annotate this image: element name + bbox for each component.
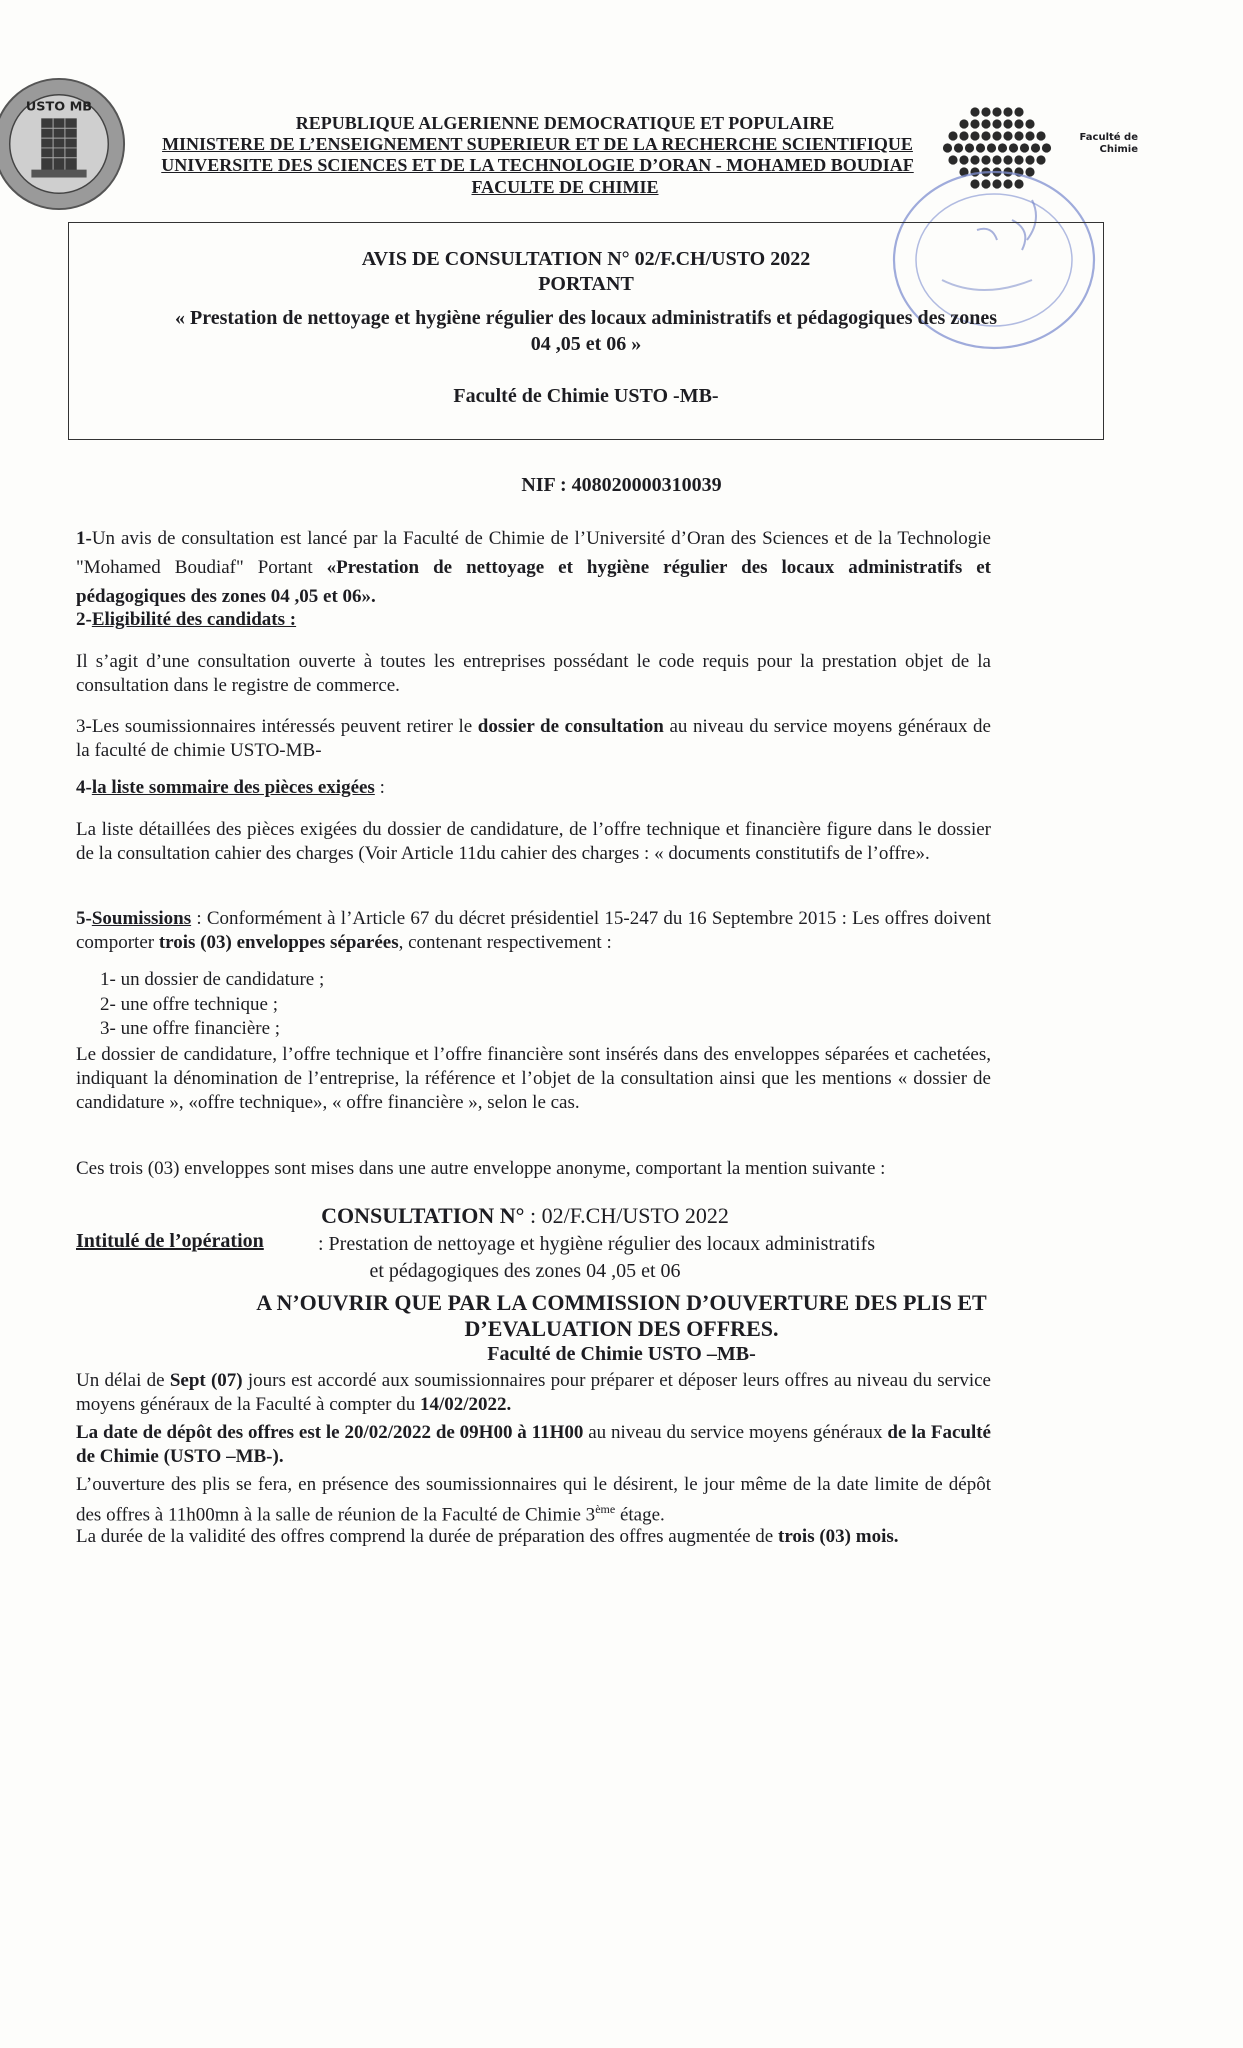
logo-dot xyxy=(1031,143,1040,152)
operation-text-line2: et pédagogiques des zones 04 ,05 et 06 xyxy=(369,1260,681,1282)
header-ministry: MINISTERE DE L’ENSEIGNEMENT SUPERIEUR ET DE LA RECHERCHE SCIENTIFIQUE xyxy=(162,134,913,154)
section-2-text: Il s’agit d’une consultation ouverte à toutes les entreprises possédant le code requis pour la prestation objet de la consultation dans le registre de commerce. xyxy=(76,651,991,696)
consultation-number: CONSULTATION N° : 02/F.CH/USTO 2022 xyxy=(321,1203,729,1228)
section-4-heading: 4-la liste sommaire des pièces exigées : xyxy=(76,777,385,798)
list-item: 2- une offre technique ; xyxy=(100,994,278,1015)
logo-dot xyxy=(954,143,963,152)
header-university: UNIVERSITE DES SCIENCES ET DE LA TECHNOLOGIE D’ORAN - MOHAMED BOUDIAF xyxy=(161,155,914,175)
logo-dot xyxy=(1009,143,1018,152)
logo-dot xyxy=(1003,107,1012,116)
logo-dot xyxy=(943,143,952,152)
notice-subject-line1: « Prestation de nettoyage et hygiène régulier des locaux administratifs et pédagogiques des zones xyxy=(175,307,997,329)
logo-dot xyxy=(987,143,996,152)
section-5-envelopes: Le dossier de candidature, l’offre technique et l’offre financière sont insérés dans des enveloppes séparées et cachetées, indiquant la dénomination de l’entreprise, la référence et l’objet de la consultation ainsi que les mentions « dossier de candidature », «offre technique», « offre financière », selon le cas. xyxy=(76,1044,991,1113)
logo-dot xyxy=(1036,131,1045,140)
logo-dot xyxy=(1025,131,1034,140)
section-1: 1-Un avis de consultation est lancé par la Faculté de Chimie de l’Université d’Oran des Sciences et de la Technologie "Mohamed Boudiaf" Portant «Prestation de nettoyage et hygiène régulier des locaux administratifs et pédagogiques des zones 04 ,05 et 06». xyxy=(76,528,991,607)
logo-dot xyxy=(976,143,985,152)
section-3: 3-Les soumissionnaires intéressés peuvent retirer le dossier de consultation au niveau du service moyens généraux de la faculté de chimie USTO-MB- xyxy=(76,716,991,761)
operation-label: Intitulé de l’opération xyxy=(76,1230,264,1252)
logo-dot xyxy=(1014,119,1023,128)
university-logo xyxy=(0,75,128,213)
logo-dot xyxy=(981,131,990,140)
logo-dot xyxy=(1014,107,1023,116)
logo-dot xyxy=(1020,143,1029,152)
operation-text-line1: : Prestation de nettoyage et hygiène régulier des locaux administratifs xyxy=(318,1233,876,1255)
logo-dot xyxy=(1014,131,1023,140)
svg-text:USTO MB: USTO MB xyxy=(25,99,93,115)
logo-dot xyxy=(1003,131,1012,140)
faculty-logo-text: Faculté de Chimie xyxy=(1079,132,1138,155)
section-5-intro: 5-Soumissions : Conformément à l’Article 67 du décret présidentiel 15-247 du 16 Septembre 2015 : Les offres doivent comporter trois (03) enveloppes séparées, contenant respectivement : xyxy=(76,908,991,953)
deadline-paragraph: Un délai de Sept (07) jours est accordé aux soumissionnaires pour préparer et déposer leurs offres au niveau du service moyens généraux de la Faculté à compter du 14/02/2022. xyxy=(76,1370,991,1415)
section-5-mention: Ces trois (03) enveloppes sont mises dans une autre enveloppe anonyme, comportant la mention suivante : xyxy=(76,1158,886,1179)
header-republic: REPUBLIQUE ALGERIENNE DEMOCRATIQUE ET POPULAIRE xyxy=(295,113,835,133)
logo-dot xyxy=(1025,119,1034,128)
logo-dot xyxy=(981,119,990,128)
list-item: 1- un dossier de candidature ; xyxy=(100,969,325,990)
section-4-text: La liste détaillées des pièces exigées du dossier de candidature, de l’offre technique et financière figure dans le dossier de la consultation cahier des charges (Voir Article 11du cahier des charges : « documents constitutifs de l’offre». xyxy=(76,819,991,864)
logo-dot xyxy=(1003,119,1012,128)
section-2-heading: 2-Eligibilité des candidats : xyxy=(76,609,297,630)
deposit-paragraph: La date de dépôt des offres est le 20/02/2022 de 09H00 à 11H00 au niveau du service moyens généraux de la Faculté de Chimie (USTO –MB-). xyxy=(76,1422,991,1467)
notice-subject-line2: 04 ,05 et 06 » xyxy=(530,333,642,355)
notice-portant: PORTANT xyxy=(538,273,634,295)
opening-notice-line2: D’EVALUATION DES OFFRES. xyxy=(464,1316,779,1341)
logo-dot xyxy=(992,107,1001,116)
logo-dot xyxy=(1042,143,1051,152)
logo-dot xyxy=(992,119,1001,128)
header-faculty: FACULTE DE CHIMIE xyxy=(471,177,659,197)
notice-title: AVIS DE CONSULTATION N° 02/F.CH/USTO 2022 xyxy=(361,248,811,270)
validity-paragraph: La durée de la validité des offres comprend la durée de préparation des offres augmentée de trois (03) mois. xyxy=(76,1526,899,1547)
nif-number: NIF : 408020000310039 xyxy=(521,474,722,496)
list-item: 3- une offre financière ; xyxy=(100,1018,281,1039)
notice-faculty: Faculté de Chimie USTO -MB- xyxy=(453,385,719,407)
opening-notice-line1: A N’OUVRIR QUE PAR LA COMMISSION D’OUVERTURE DES PLIS ET xyxy=(256,1290,987,1315)
opening-paragraph: L’ouverture des plis se fera, en présence des soumissionnaires qui le désirent, le jour même de la date limite de dépôt des offres à 11h00mn à la salle de réunion de la Faculté de Chimie 3ème étage. xyxy=(76,1474,991,1526)
mention-faculty: Faculté de Chimie USTO –MB- xyxy=(487,1343,756,1365)
logo-dot xyxy=(981,107,990,116)
logo-dot xyxy=(965,143,974,152)
logo-dot xyxy=(998,143,1007,152)
logo-dot xyxy=(992,131,1001,140)
